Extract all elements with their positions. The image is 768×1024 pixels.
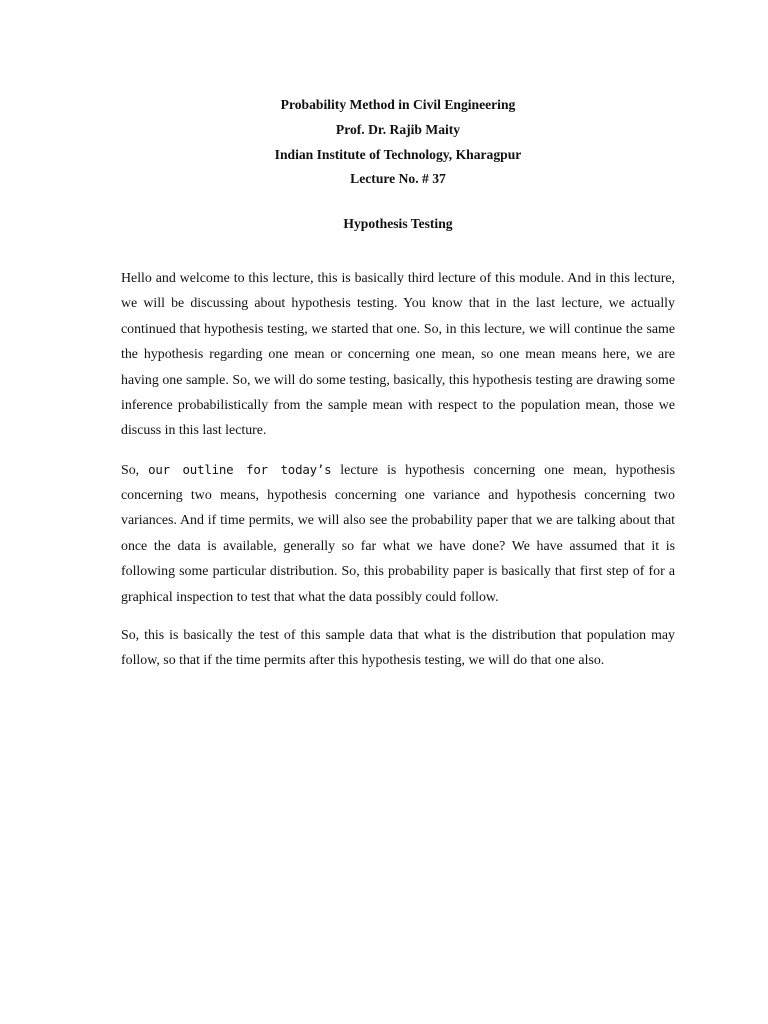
lecture-number: Lecture No. # 37 [350,171,446,187]
paragraph-1: Hello and welcome to this lecture, this is basically third lecture of this module. And in this lecture, we will be discussing about hypothesis testing. You know that in the last lecture, we actually continued that hypothesis testing, we started that one. So, in this lecture, we will continue the same the hypothesis regarding one mean or concerning one mean, so one mean means here, we are having one sample. So, we will do some testing, basically, this hypothesis testing are drawing some inference probabilistically from the sample mean with respect to the population mean, those we discuss in this last lecture. [121,271,675,439]
paragraph-2 [121,457,675,610]
body-text [121,266,675,686]
document-header [0,93,768,192]
paragraph-2-mono-text: our outline for today’s [148,461,332,477]
institute-name: Indian Institute of Technology, Kharagpur [274,146,522,162]
instructor-name: Prof. Dr. Rajib Maity [335,121,461,137]
course-title: Probability Method in Civil Engineering [280,97,516,112]
paragraph-2-start: So, [121,462,149,478]
paragraph-2-rest: lecture is hypothesis concerning one mean, hypothesis concerning two means, hypothesis concerning one variance and hypothesis concerning two variances. And if time permits, we will also see the probability paper that we are talking about that once the data is available, generally so far what we have done? We have assumed that it is following some particular distribution. So, this probability paper is basically that first step of for a graphical inspection to test that what the data possibly could follow. [121,462,675,605]
paragraph-3: So, this is basically the test of this sample data that what is the distribution that population may follow, so that if the time permits after this hypothesis testing, we will do that one also. [121,627,675,669]
section-title: Hypothesis Testing [343,216,453,231]
